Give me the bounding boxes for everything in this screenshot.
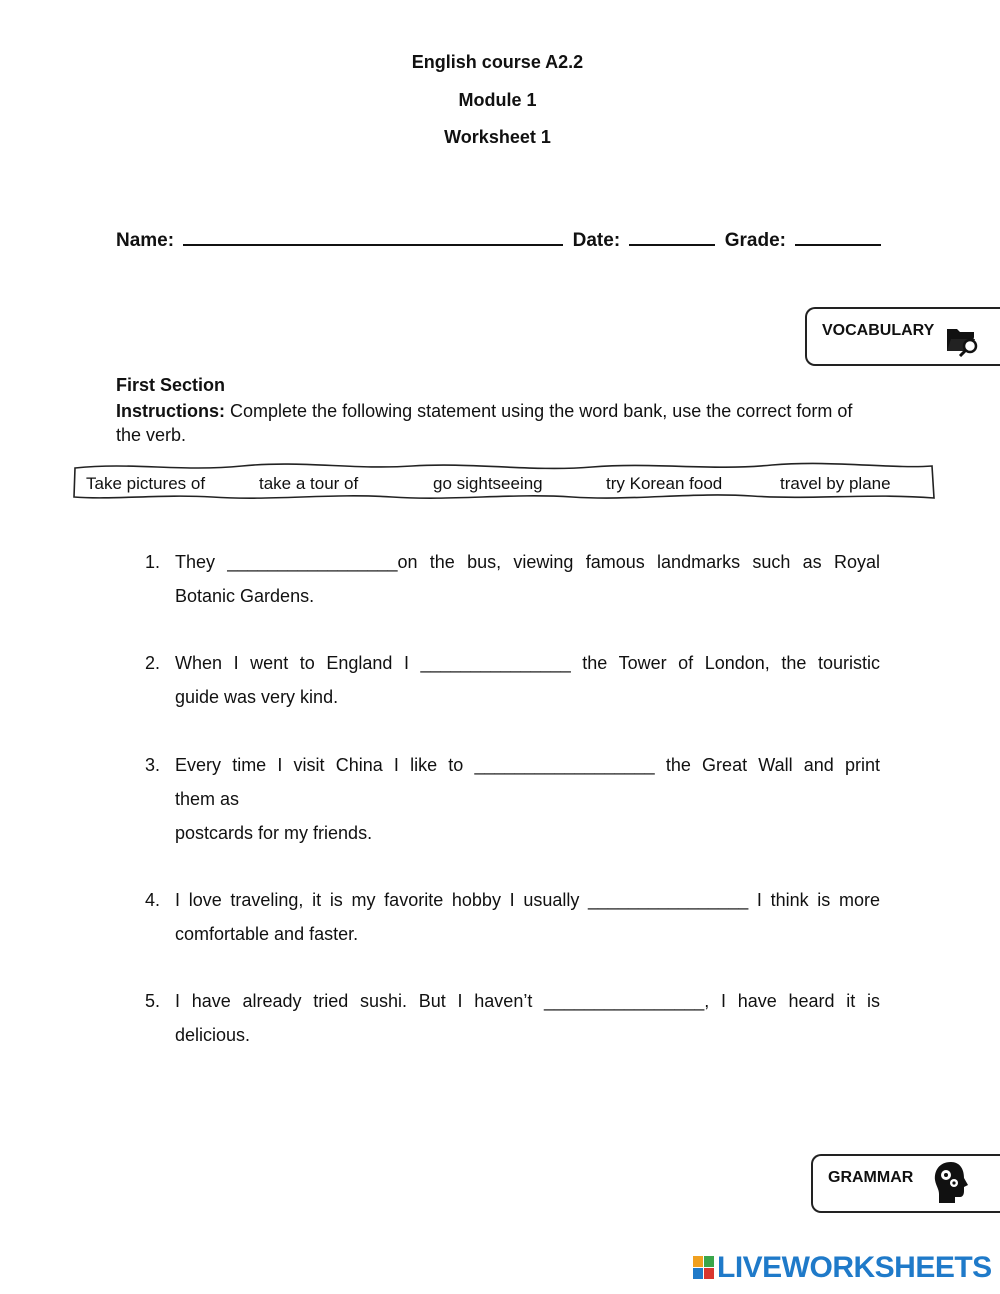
head-gears-icon bbox=[931, 1160, 971, 1204]
grade-label: Grade: bbox=[724, 230, 786, 251]
name-field[interactable] bbox=[183, 228, 563, 246]
vocabulary-label: VOCABULARY bbox=[822, 322, 935, 339]
word-bank-item: try Korean food bbox=[606, 474, 723, 493]
question-text-line: them as bbox=[175, 789, 240, 809]
logo-blocks-icon bbox=[693, 1256, 715, 1280]
question-text-line: Every time I visit China I like to __________________ the Great Wall and print bbox=[175, 755, 880, 775]
question-2 bbox=[145, 646, 880, 714]
question-text-line: Botanic Gardens. bbox=[175, 586, 315, 606]
question-text-line: They _________________on the bus, viewing famous landmarks such as Royal bbox=[175, 552, 880, 572]
worksheet-title: Worksheet 1 bbox=[444, 127, 551, 147]
question-1 bbox=[145, 545, 880, 613]
question-3 bbox=[145, 748, 880, 850]
question-text-line: When I went to England I _______________ the Tower of London, the touristic bbox=[175, 653, 880, 673]
question-text-line: postcards for my friends. bbox=[175, 823, 373, 843]
date-field[interactable] bbox=[629, 228, 715, 246]
folder-search-icon bbox=[945, 321, 981, 357]
question-text-line: delicious. bbox=[175, 1025, 251, 1045]
question-text-line: guide was very kind. bbox=[175, 687, 339, 707]
word-bank bbox=[72, 460, 936, 502]
grade-field[interactable] bbox=[795, 228, 881, 246]
question-4 bbox=[145, 883, 880, 951]
name-label: Name: bbox=[116, 230, 175, 251]
question-5 bbox=[145, 984, 880, 1052]
question-number: 3. bbox=[145, 755, 161, 775]
brand-text: LIVEWORKSHEETS bbox=[717, 1251, 992, 1284]
date-label: Date: bbox=[572, 230, 621, 251]
instructions-text: Complete the following statement using the word bank, use the correct form of the verb. bbox=[116, 401, 853, 445]
question-text-line: I have already tried sushi. But I haven’t ________________, I have heard it is bbox=[175, 991, 880, 1011]
question-number: 5. bbox=[145, 991, 161, 1011]
word-bank-item: go sightseeing bbox=[433, 474, 543, 493]
question-number: 4. bbox=[145, 890, 161, 910]
liveworksheets-logo bbox=[693, 1252, 992, 1284]
question-number: 1. bbox=[145, 552, 161, 572]
instructions bbox=[116, 399, 866, 447]
word-bank-item: travel by plane bbox=[780, 474, 891, 493]
question-number: 2. bbox=[145, 653, 161, 673]
student-info-row bbox=[116, 228, 885, 252]
course-title: English course A2.2 bbox=[411, 52, 584, 72]
word-bank-item: Take pictures of bbox=[86, 474, 206, 493]
vocabulary-tag bbox=[805, 307, 1000, 366]
instructions-label: Instructions: bbox=[116, 401, 226, 421]
question-text-line: I love traveling, it is my favorite hobby I usually ________________ I think is more bbox=[175, 890, 880, 910]
word-bank-item: take a tour of bbox=[259, 474, 359, 493]
grammar-tag bbox=[811, 1154, 1000, 1213]
grammar-label: GRAMMAR bbox=[828, 1169, 914, 1186]
module-title: Module 1 bbox=[458, 90, 537, 110]
question-text-line: comfortable and faster. bbox=[175, 924, 359, 944]
section-title: First Section bbox=[116, 375, 226, 395]
